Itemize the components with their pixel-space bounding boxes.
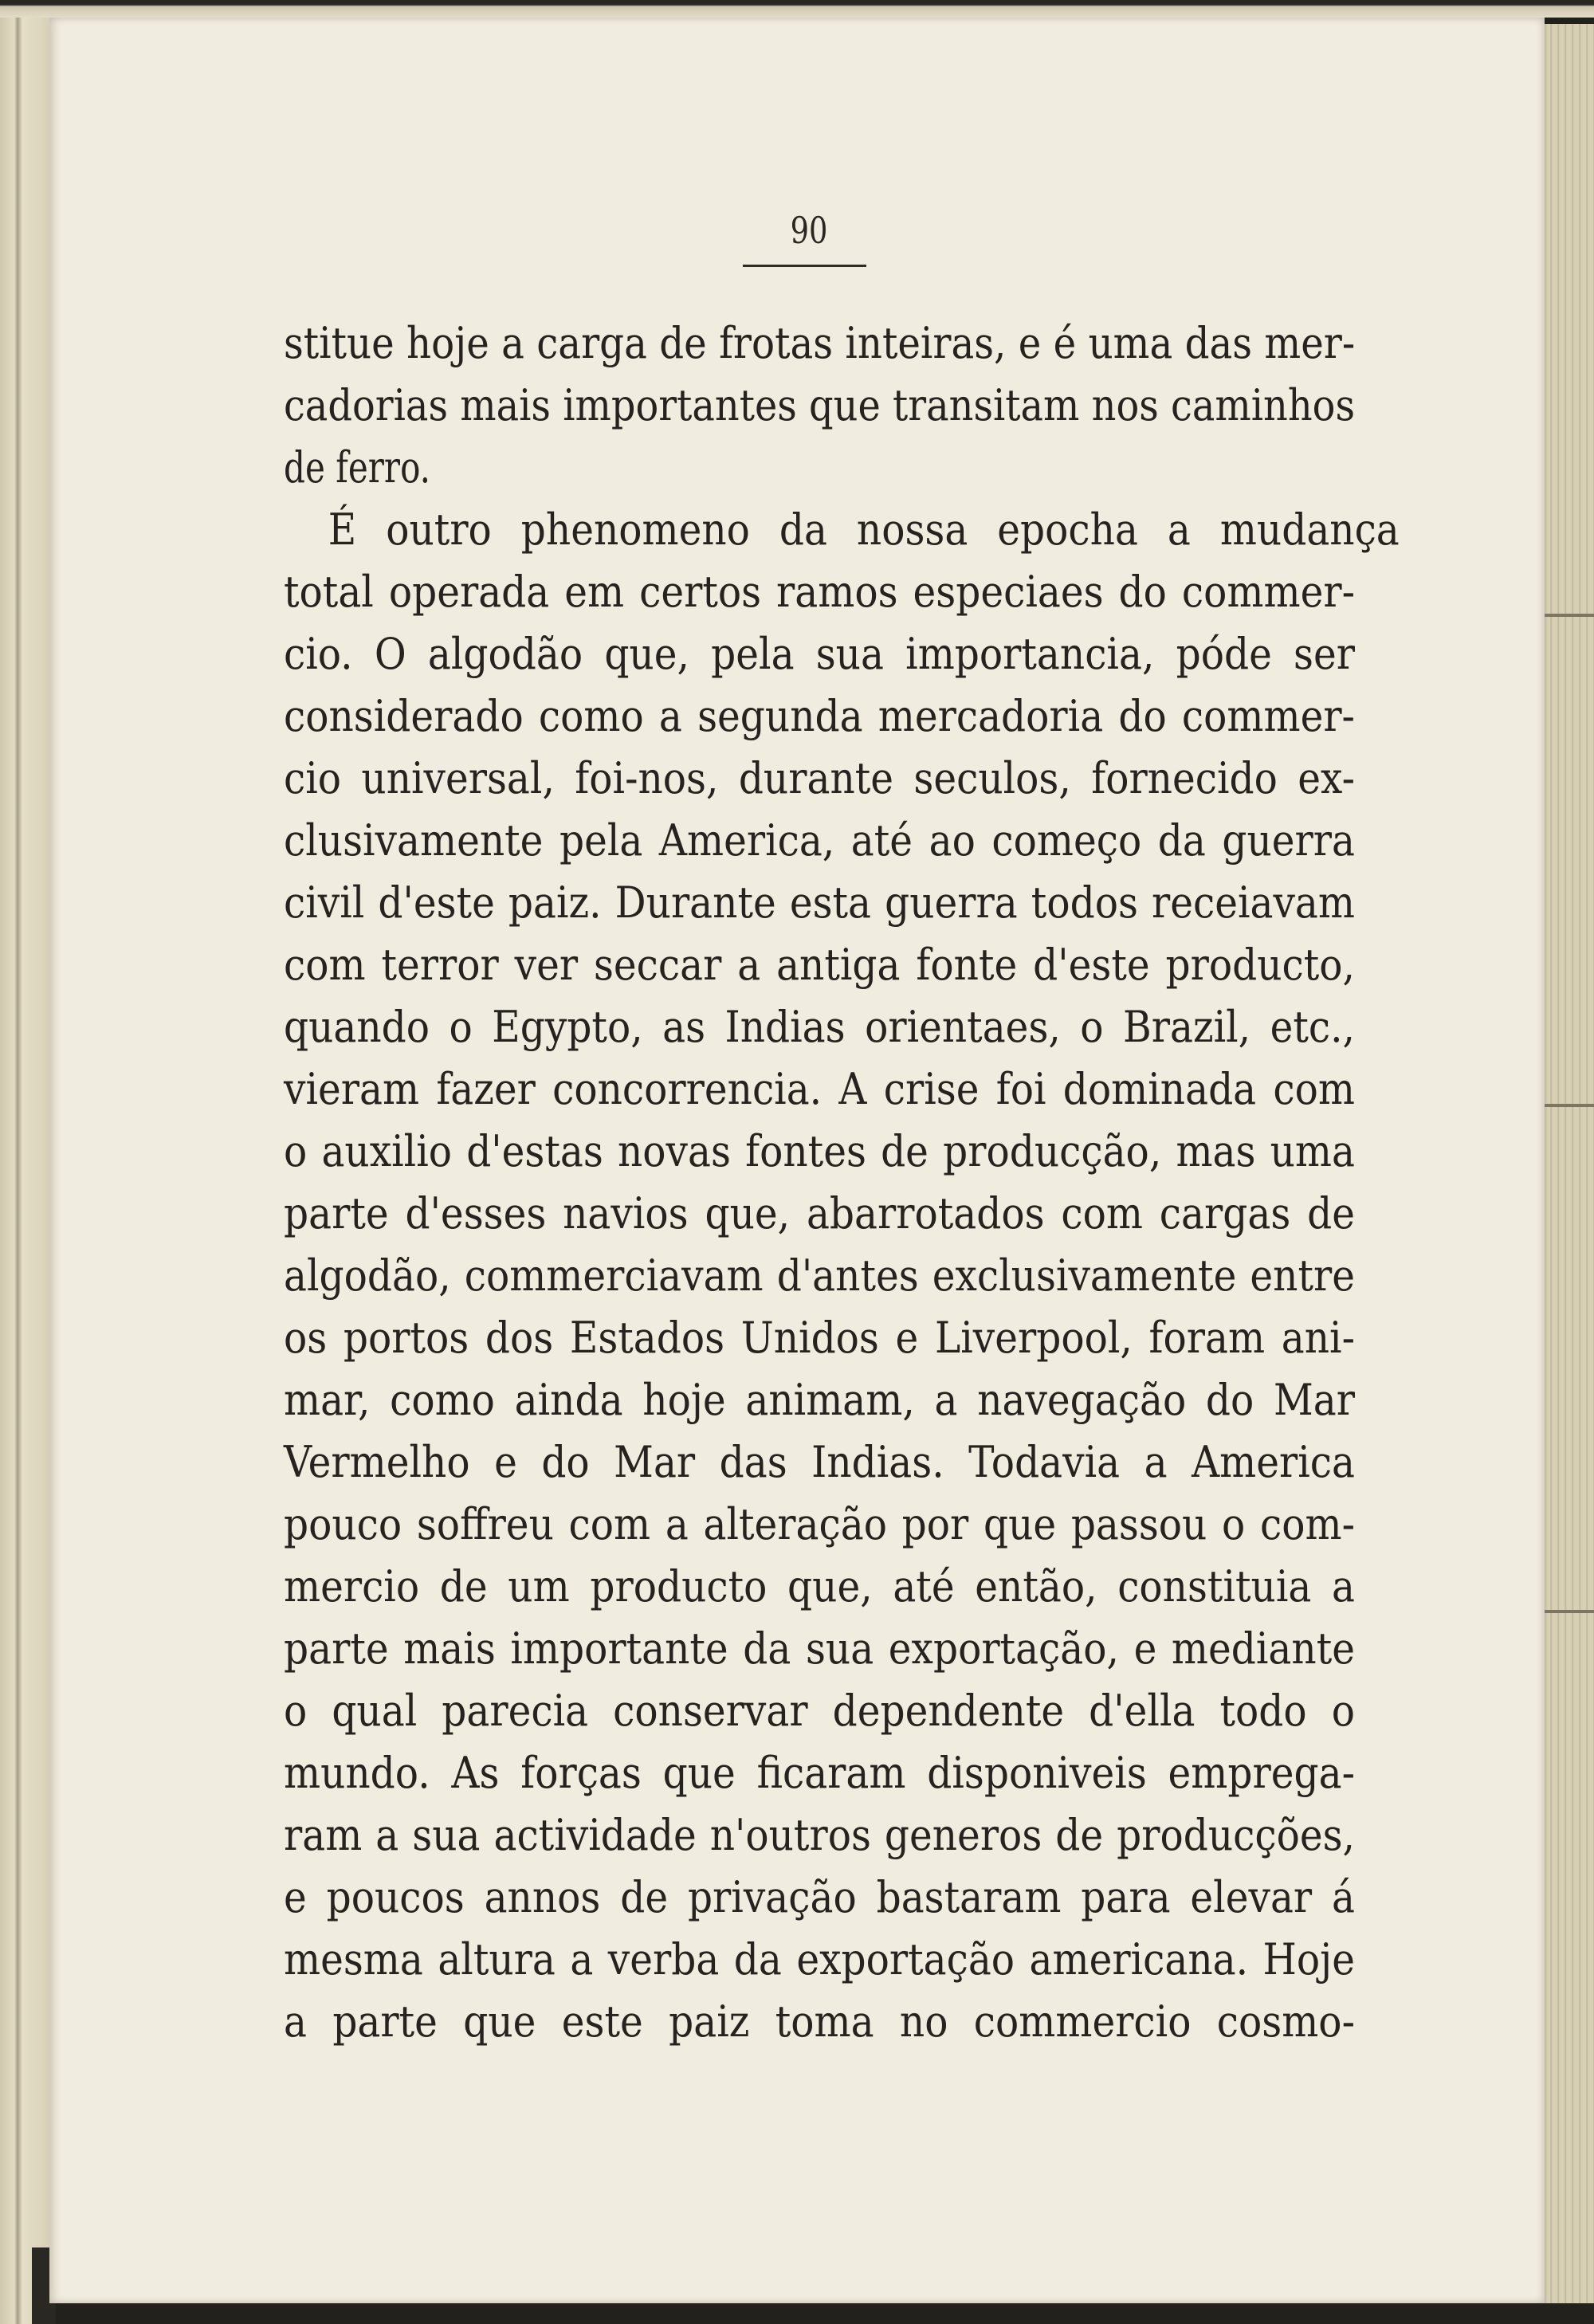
text-line: mar, como ainda hoje animam, a navegação do Mar — [284, 1375, 1355, 1425]
page-number-rule — [743, 265, 866, 267]
book-binding-edge — [0, 0, 56, 2324]
text-line: parte mais importante da sua exportação, e mediante — [284, 1623, 1355, 1674]
page-stack-mark — [1538, 1104, 1594, 1107]
text-line: quando o Egypto, as Indias orientaes, o Brazil, etc., — [284, 1002, 1355, 1052]
top-edge — [0, 0, 1594, 18]
text-line: cadorias mais importantes que transitam nos caminhos — [284, 380, 1355, 430]
text-line: o qual parecia conservar dependente d'ella todo o — [284, 1686, 1355, 1736]
text-line: vieram fazer concorrencia. A crise foi dominada com — [284, 1064, 1355, 1114]
text-line: algodão, commerciavam d'antes exclusivamente entre — [284, 1250, 1355, 1301]
text-line: o auxilio d'estas novas fontes de producção, mas uma — [284, 1126, 1355, 1176]
page-number: 90 — [790, 209, 828, 252]
text-line: mesma altura a verba da exportação americana. Hoje — [284, 1934, 1355, 1984]
text-line: com terror ver seccar a antiga fonte d'este producto, — [284, 940, 1355, 990]
text-line: ram a sua actividade n'outros generos de producções, — [284, 1810, 1355, 1860]
text-line: mercio de um producto que, até então, constituia a — [284, 1561, 1355, 1611]
page-stack-edge — [1538, 24, 1594, 2303]
text-line: considerado como a segunda mercadoria do commer- — [284, 691, 1355, 741]
text-line: e poucos annos de privação bastaram para elevar á — [284, 1872, 1355, 1922]
text-line: os portos dos Estados Unidos e Liverpool, foram ani- — [284, 1313, 1355, 1363]
text-line: parte d'esses navios que, abarrotados com cargas de — [284, 1188, 1355, 1239]
text-line: É outro phenomeno da nossa epocha a mudança — [328, 504, 1400, 555]
text-line: a parte que este paiz toma no commercio cosmo- — [284, 1996, 1355, 2047]
body-text — [284, 312, 1400, 2053]
text-line: de ferro. — [284, 442, 431, 493]
text-line: civil d'este paiz. Durante esta guerra todos receiavam — [284, 877, 1355, 928]
text-line: total operada em certos ramos especiaes do commer- — [284, 567, 1355, 617]
text-line: stitue hoje a carga de frotas inteiras, e é uma das mer- — [284, 318, 1356, 368]
text-line: mundo. As forças que ficaram disponiveis emprega- — [284, 1748, 1355, 1798]
page-stack-mark — [1538, 1610, 1594, 1613]
text-line: clusivamente pela America, até ao começo da guerra — [284, 815, 1355, 866]
text-line: cio universal, foi-nos, durante seculos, fornecido ex- — [284, 753, 1355, 803]
text-line: Vermelho e do Mar das Indias. Todavia a America — [284, 1437, 1355, 1487]
text-line: cio. O algodão que, pela sua importancia, póde ser — [284, 629, 1355, 679]
page-stack-mark — [1538, 614, 1594, 617]
text-line: pouco soffreu com a alteração por que passou o com- — [284, 1499, 1355, 1549]
